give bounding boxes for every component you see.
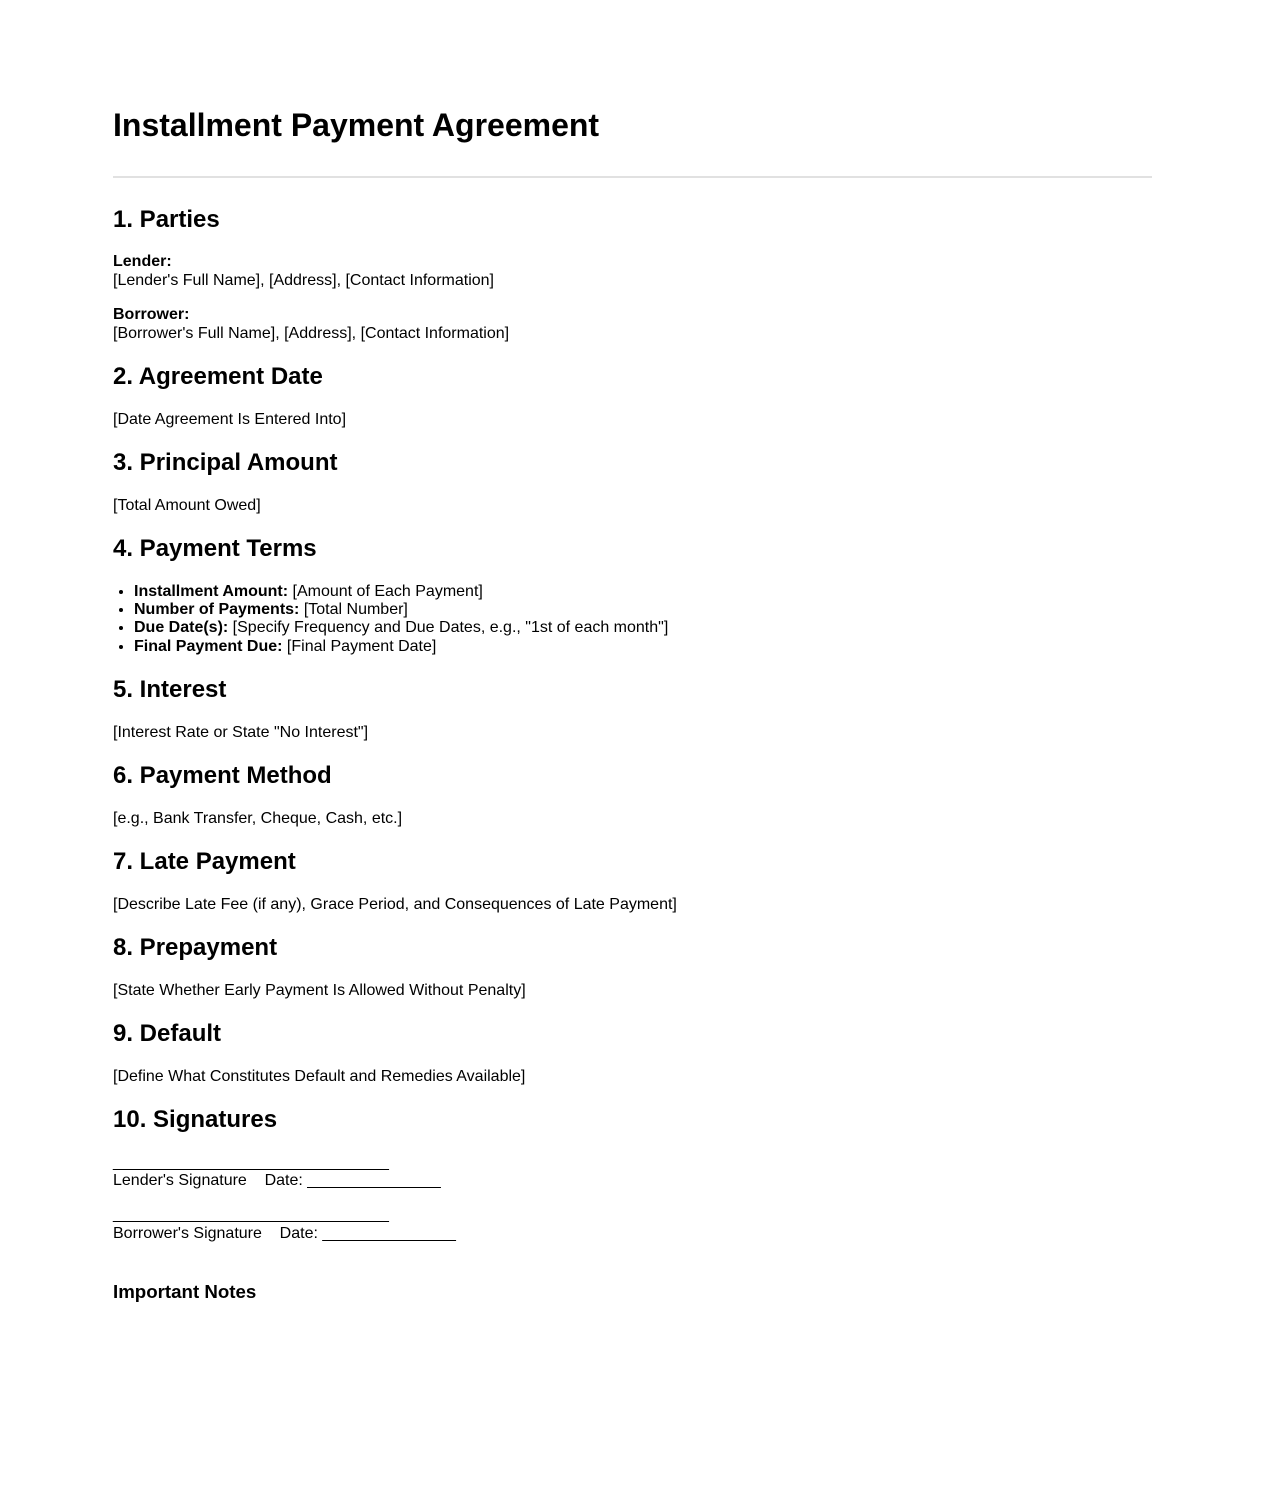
list-item-final-payment-due — [134, 638, 1152, 656]
final-payment-due-value: [Final Payment Date] — [282, 637, 437, 655]
section-heading-prepayment: 8. Prepayment — [113, 934, 278, 962]
section-heading-parties: 1. Parties — [113, 205, 220, 233]
section-prepayment — [113, 934, 1152, 1000]
section-heading-payment-terms: 4. Payment Terms — [113, 534, 317, 562]
payment-method-placeholder: [e.g., Bank Transfer, Cheque, Cash, etc.] — [113, 809, 403, 827]
section-heading-late-payment: 7. Late Payment — [113, 848, 296, 876]
due-dates-value: [Specify Frequency and Due Dates, e.g., "1st of each month"] — [228, 619, 669, 637]
section-heading-payment-method: 6. Payment Method — [113, 762, 332, 790]
section-heading-default: 9. Default — [113, 1020, 222, 1048]
section-signatures — [113, 1106, 1152, 1243]
section-payment-method — [113, 762, 1152, 828]
number-of-payments-label: Number of Payments: — [134, 600, 300, 618]
installment-amount-value: [Amount of Each Payment] — [288, 582, 483, 600]
due-dates-label: Due Date(s): — [134, 619, 229, 637]
important-notes-heading: Important Notes — [113, 1281, 257, 1303]
borrower-paragraph — [113, 306, 1152, 343]
section-heading-signatures: 10. Signatures — [113, 1106, 278, 1133]
lender-signature-line: _______________________________ — [113, 1153, 389, 1171]
section-heading-agreement-date: 2. Agreement Date — [113, 362, 323, 390]
section-principal-amount — [113, 449, 1152, 515]
borrower-label: Borrower: — [113, 306, 190, 324]
section-heading-interest: 5. Interest — [113, 676, 227, 704]
prepayment-placeholder: [State Whether Early Payment Is Allowed Without Penalty] — [113, 981, 526, 999]
section-interest — [113, 676, 1152, 742]
section-default — [113, 1020, 1152, 1086]
lender-paragraph — [113, 253, 1152, 290]
interest-placeholder: [Interest Rate or State "No Interest"] — [113, 723, 369, 741]
section-agreement-date — [113, 363, 1152, 429]
section-heading-principal-amount: 3. Principal Amount — [113, 448, 338, 476]
number-of-payments-value: [Total Number] — [299, 600, 408, 618]
section-important-notes — [113, 1281, 1152, 1303]
list-item-number-of-payments — [134, 601, 1152, 619]
final-payment-due-label: Final Payment Due: — [134, 637, 283, 655]
principal-amount-placeholder: [Total Amount Owed] — [113, 496, 261, 514]
list-item-due-dates — [134, 619, 1152, 637]
document-title: Installment Payment Agreement — [113, 107, 600, 143]
borrower-signature-block — [113, 1206, 1152, 1243]
borrower-signature-label: Borrower's Signature Date: _______________ — [113, 1224, 456, 1242]
payment-terms-list — [113, 583, 1152, 657]
section-payment-terms — [113, 535, 1152, 656]
section-late-payment — [113, 848, 1152, 914]
default-placeholder: [Define What Constitutes Default and Remedies Available] — [113, 1067, 526, 1085]
section-parties — [113, 206, 1152, 343]
title-divider — [113, 176, 1152, 178]
borrower-signature-line: _______________________________ — [113, 1206, 389, 1224]
agreement-date-placeholder: [Date Agreement Is Entered Into] — [113, 410, 347, 428]
lender-signature-label: Lender's Signature Date: _______________ — [113, 1171, 441, 1189]
borrower-value: [Borrower's Full Name], [Address], [Contact Information] — [113, 324, 510, 342]
lender-label: Lender: — [113, 253, 172, 271]
lender-signature-block — [113, 1154, 1152, 1191]
list-item-installment-amount — [134, 583, 1152, 601]
late-payment-placeholder: [Describe Late Fee (if any), Grace Period, and Consequences of Late Payment] — [113, 895, 677, 913]
installment-amount-label: Installment Amount: — [134, 582, 289, 600]
lender-value: [Lender's Full Name], [Address], [Contact Information] — [113, 271, 494, 289]
